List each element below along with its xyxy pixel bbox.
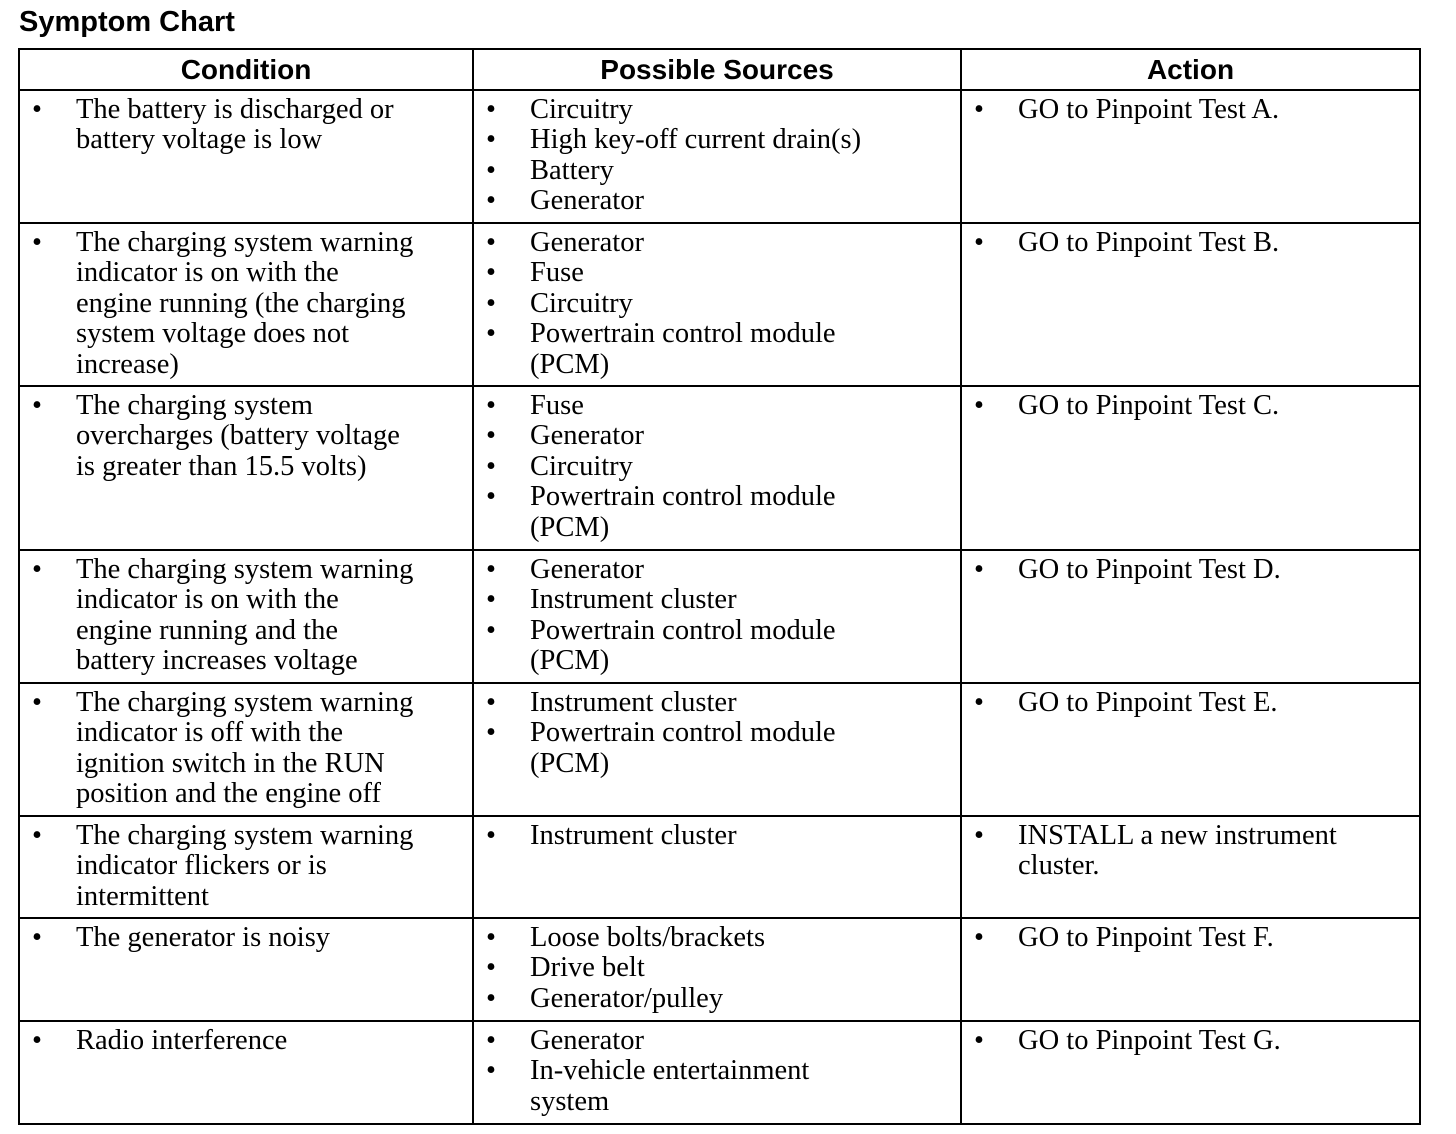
list-item: • Instrument cluster <box>474 585 954 615</box>
list-item: • Circuitry <box>474 289 954 319</box>
possible-sources-cell <box>473 816 961 918</box>
list-item: • Generator <box>474 1026 954 1056</box>
list-item: • High key-off current drain(s) <box>474 125 954 155</box>
list-item: • Fuse <box>474 391 954 421</box>
table-row <box>19 1021 1420 1124</box>
list-item: • INSTALL a new instrument cluster. <box>962 821 1413 882</box>
bullet-list <box>962 224 1419 258</box>
table-header-row <box>19 49 1420 90</box>
list-item: • GO to Pinpoint Test F. <box>962 923 1413 953</box>
list-item: • Powertrain control module (PCM) <box>474 718 954 779</box>
list-item: • GO to Pinpoint Test C. <box>962 391 1413 421</box>
bullet-list <box>962 817 1419 882</box>
bullet-list <box>474 1022 960 1117</box>
list-item: • Circuitry <box>474 95 954 125</box>
condition-cell <box>19 683 473 816</box>
bullet-list <box>962 684 1419 718</box>
bullet-list <box>20 91 472 156</box>
column-header-action: Action <box>961 49 1420 90</box>
table-row <box>19 918 1420 1021</box>
action-cell <box>961 683 1420 816</box>
table-row <box>19 90 1420 223</box>
bullet-list <box>20 551 472 677</box>
list-item: • The battery is discharged or battery voltage is low <box>20 95 466 156</box>
action-cell <box>961 386 1420 550</box>
possible-sources-cell <box>473 550 961 683</box>
list-item: • GO to Pinpoint Test G. <box>962 1026 1413 1056</box>
table-row <box>19 816 1420 918</box>
list-item: • Generator <box>474 555 954 585</box>
table-row <box>19 550 1420 683</box>
bullet-list <box>20 919 472 953</box>
action-cell <box>961 1021 1420 1124</box>
list-item: • The generator is noisy <box>20 923 466 953</box>
list-item: • Loose bolts/brackets <box>474 923 954 953</box>
list-item: • Circuitry <box>474 452 954 482</box>
list-item: • Instrument cluster <box>474 821 954 851</box>
condition-cell <box>19 90 473 223</box>
bullet-list <box>474 684 960 779</box>
list-item: • GO to Pinpoint Test B. <box>962 228 1413 258</box>
list-item: • Powertrain control module (PCM) <box>474 482 954 543</box>
bullet-list <box>962 551 1419 585</box>
list-item: • The charging system overcharges (battery voltage is greater than 15.5 volts) <box>20 391 466 482</box>
bullet-list <box>20 684 472 810</box>
condition-cell <box>19 1021 473 1124</box>
list-item: • Generator <box>474 228 954 258</box>
list-item: • Instrument cluster <box>474 688 954 718</box>
condition-cell <box>19 386 473 550</box>
list-item: • Powertrain control module (PCM) <box>474 616 954 677</box>
bullet-list <box>962 1022 1419 1056</box>
bullet-list <box>20 1022 472 1056</box>
list-item: • Fuse <box>474 258 954 288</box>
table-row <box>19 386 1420 550</box>
page-title: Symptom Chart <box>19 6 235 38</box>
bullet-list <box>474 919 960 1014</box>
list-item: • GO to Pinpoint Test E. <box>962 688 1413 718</box>
bullet-list <box>962 387 1419 421</box>
condition-cell <box>19 816 473 918</box>
bullet-list <box>474 551 960 677</box>
column-header-condition: Condition <box>19 49 473 90</box>
list-item: • Generator <box>474 186 954 216</box>
bullet-list <box>474 224 960 380</box>
condition-cell <box>19 918 473 1021</box>
table-row <box>19 683 1420 816</box>
list-item: • The charging system warning indicator flickers or is intermittent <box>20 821 466 912</box>
list-item: • Drive belt <box>474 953 954 983</box>
bullet-list <box>474 91 960 217</box>
table-row <box>19 223 1420 386</box>
action-cell <box>961 816 1420 918</box>
column-header-possible-sources: Possible Sources <box>473 49 961 90</box>
bullet-list <box>20 224 472 380</box>
possible-sources-cell <box>473 683 961 816</box>
action-cell <box>961 90 1420 223</box>
list-item: • Powertrain control module (PCM) <box>474 319 954 380</box>
bullet-list <box>962 919 1419 953</box>
condition-cell <box>19 550 473 683</box>
possible-sources-cell <box>473 223 961 386</box>
action-cell <box>961 918 1420 1021</box>
list-item: • Generator <box>474 421 954 451</box>
list-item: • GO to Pinpoint Test D. <box>962 555 1413 585</box>
list-item: • In-vehicle entertainment system <box>474 1056 954 1117</box>
bullet-list <box>474 387 960 543</box>
action-cell <box>961 550 1420 683</box>
list-item: • Radio interference <box>20 1026 466 1056</box>
bullet-list <box>20 817 472 912</box>
possible-sources-cell <box>473 918 961 1021</box>
list-item: • Battery <box>474 156 954 186</box>
list-item: • The charging system warning indicator is on with the engine running and the battery increases voltage <box>20 555 466 677</box>
bullet-list <box>474 817 960 851</box>
bullet-list <box>20 387 472 482</box>
symptom-table <box>18 48 1421 1125</box>
bullet-list <box>962 91 1419 125</box>
list-item: • Generator/pulley <box>474 984 954 1014</box>
list-item: • The charging system warning indicator is on with the engine running (the charging system voltage does not increase) <box>20 228 466 380</box>
possible-sources-cell <box>473 386 961 550</box>
possible-sources-cell <box>473 90 961 223</box>
possible-sources-cell <box>473 1021 961 1124</box>
condition-cell <box>19 223 473 386</box>
list-item: • The charging system warning indicator is off with the ignition switch in the RUN position and the engine off <box>20 688 466 810</box>
action-cell <box>961 223 1420 386</box>
list-item: • GO to Pinpoint Test A. <box>962 95 1413 125</box>
